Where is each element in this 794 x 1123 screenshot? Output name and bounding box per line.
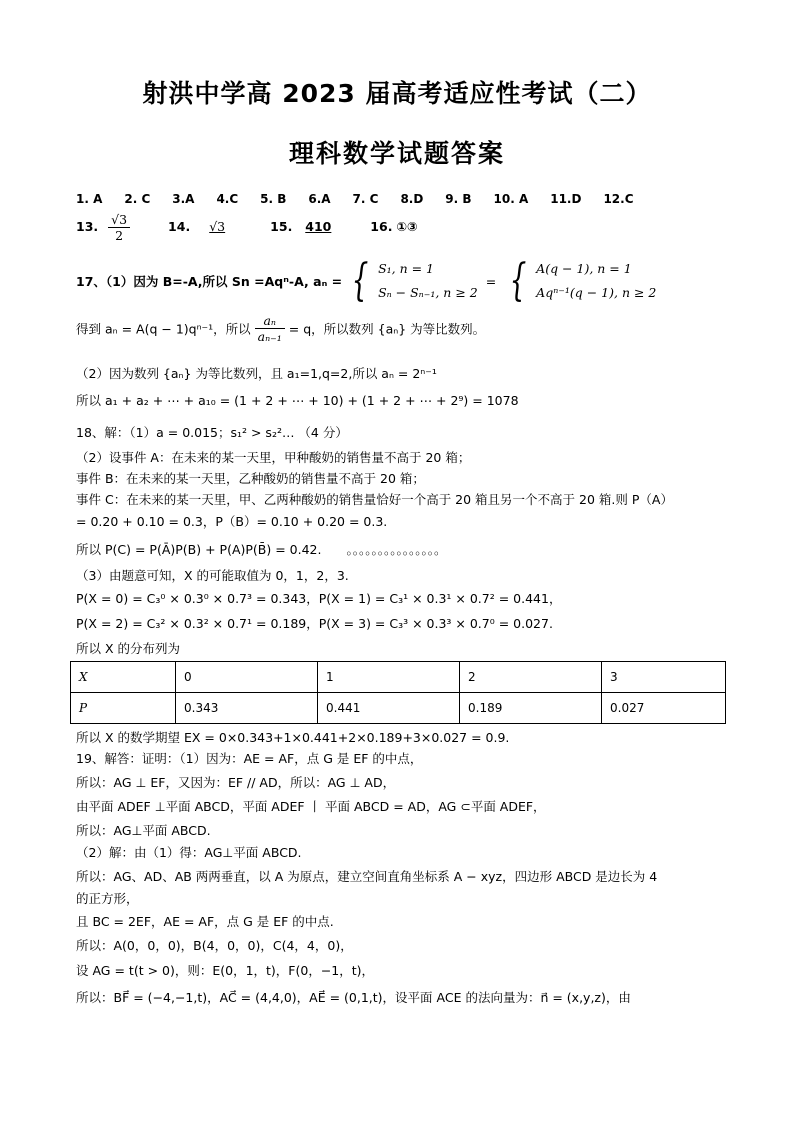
q19-line2: 所以：AG ⊥ EF，又因为：EF // AD，所以：AG ⊥ AD，: [76, 775, 396, 790]
choice-answer: 7. C: [352, 192, 379, 206]
q17-ratio-num: aₙ: [255, 313, 285, 329]
table-row: [71, 662, 726, 693]
choice-answer: 5. B: [260, 192, 287, 206]
choice-answer: 2. C: [124, 192, 151, 206]
q17-intro: 17、（1）因为 B=-A,所以 Sn =Aqⁿ-A, aₙ =: [76, 274, 343, 289]
q18-line8: P(X = 0) = C₃⁰ × 0.3⁰ × 0.7³ = 0.343，P(X = 1) = C₃¹ × 0.3¹ × 0.7² = 0.441，: [76, 591, 562, 606]
table-cell: P: [71, 693, 176, 724]
q17-line3: （2）因为数列 {aₙ} 为等比数列，且 a₁=1,q=2,所以 aₙ = 2ⁿ⁻¹: [76, 366, 437, 381]
choice-answer: 10. A: [493, 192, 529, 206]
q15-label: 15.: [270, 219, 293, 234]
choice-answer: 12.C: [603, 192, 634, 206]
choice-answer: 9. B: [445, 192, 472, 206]
q17-case: Sₙ − Sₙ₋₁, n ≥ 2: [378, 285, 478, 300]
q13-label: 13.: [76, 219, 99, 234]
q14-label: 14.: [168, 219, 191, 234]
q16-label: 16.: [370, 219, 393, 234]
choice-answer: 6.A: [308, 192, 331, 206]
q17-ratio-den: aₙ₋₁: [257, 329, 282, 344]
q18-line2: （2）设事件 A：在未来的某一天里，甲种酸奶的销售量不高于 20 箱；: [76, 450, 471, 465]
q17-line2: [76, 313, 485, 344]
q17-case: S₁, n = 1: [378, 261, 435, 276]
q17-line4: 所以 a₁ + a₂ + ⋯ + a₁₀ = (1 + 2 + ⋯ + 10) + (1 + 2 + ⋯ + 2⁹) = 1078: [76, 393, 519, 408]
exam-subtitle: 理科数学试题答案: [288, 139, 505, 168]
q17-case: Aqⁿ⁻¹(q − 1), n ≥ 2: [536, 285, 657, 300]
choice-answer: 8.D: [400, 192, 424, 206]
q18-line1: 18、解：（1）a = 0.015；s₁² > s₂²… （4 分）: [76, 425, 348, 440]
q18-line3: 事件 B：在未来的某一天里，乙种酸奶的销售量不高于 20 箱；: [76, 471, 425, 486]
q19-line9: 所以：A(0，0，0)，B(4，0，0)，C(4，4，0)，: [76, 938, 353, 953]
q18-line10: 所以 X 的分布列为: [76, 641, 181, 656]
q13-numerator: √3: [108, 212, 130, 228]
q18-line6: 所以 P(C) = P(Ā)P(B) + P(A)P(B̄) = 0.42. 。。。。。。。。。。。。。。。: [76, 542, 447, 557]
q19-line3: 由平面 ADEF ⊥平面 ABCD，平面 ADEF 丨 平面 ABCD = AD，AG ⊂平面 ADEF，: [76, 799, 546, 814]
q17-line2-pre: 得到 aₙ = A(q − 1)qⁿ⁻¹，所以: [76, 321, 251, 337]
distribution-table: [70, 661, 726, 724]
q19-line4: 所以：AG⊥平面 ABCD.: [76, 823, 211, 838]
q18-line5: = 0.20 + 0.10 = 0.3，P（B）= 0.10 + 0.20 = 0.3.: [76, 514, 388, 529]
fill-answers-row: [76, 212, 418, 243]
q19-line11: 所以：BF⃗ = (−4,−1,t)，AC⃗ = (4,4,0)，AE⃗ = (0,1,t)，设平面 ACE 的法向量为：n⃗ = (x,y,z)，由: [76, 990, 631, 1005]
q18-line7: （3）由题意可知，X 的可能取值为 0，1，2，3.: [76, 568, 349, 583]
q13-denominator: 2: [115, 228, 124, 243]
choice-answer: 3.A: [172, 192, 195, 206]
q15-answer: 410: [305, 219, 332, 234]
q19-line6: 所以：AG、AD、AB 两两垂直，以 A 为原点，建立空间直角坐标系 A − xyz，四边形 ABCD 是边长为 4: [76, 869, 658, 884]
q17-case: A(q − 1), n = 1: [536, 261, 632, 276]
q18-line11: 所以 X 的数学期望 EX = 0×0.343+1×0.441+2×0.189+3×0.027 = 0.9.: [76, 730, 510, 745]
brace-icon: {: [509, 255, 527, 306]
q13-fraction: [108, 212, 130, 243]
choice-answer: 4.C: [216, 192, 239, 206]
q14-answer: √3: [209, 219, 226, 234]
q17-piecewise-2: [504, 257, 656, 305]
table-cell: 0.189: [460, 693, 602, 724]
brace-icon: {: [351, 255, 369, 306]
exam-title: 射洪中学高 2023 届高考适应性考试（二）: [142, 79, 652, 108]
q19-line10: 设 AG = t(t > 0)，则：E(0，1，t)，F(0，−1，t)，: [76, 963, 375, 978]
q17-equals: =: [485, 273, 497, 289]
q18-line9: P(X = 2) = C₃² × 0.3² × 0.7¹ = 0.189，P(X = 3) = C₃³ × 0.3³ × 0.7⁰ = 0.027.: [76, 616, 553, 631]
choice-answers-row: [76, 191, 652, 206]
q17-part1: [76, 257, 656, 305]
table-row: [71, 693, 726, 724]
table-cell: 0.441: [318, 693, 460, 724]
q17-ratio-fraction: [255, 313, 285, 344]
q19-line5: （2）解：由（1）得：AG⊥平面 ABCD.: [76, 845, 302, 860]
q17-piecewise-1: [346, 257, 478, 305]
q16-answer: ①③: [396, 219, 418, 234]
table-cell: 3: [602, 662, 726, 693]
q19-line8: 且 BC = 2EF，AE = AF，点 G 是 EF 的中点.: [76, 914, 334, 929]
table-cell: 1: [318, 662, 460, 693]
q19-line1: 19、解答：证明：（1）因为：AE = AF，点 G 是 EF 的中点，: [76, 751, 423, 766]
table-cell: 0: [176, 662, 318, 693]
table-cell: 0.343: [176, 693, 318, 724]
q18-line4: 事件 C：在未来的某一天里，甲、乙两种酸奶的销售量恰好一个高于 20 箱且另一个不高于 20 箱.则 P（A）: [76, 492, 673, 507]
q19-line7: 的正方形，: [76, 891, 139, 906]
choice-answer: 1. A: [76, 192, 103, 206]
table-cell: 0.027: [602, 693, 726, 724]
choice-answer: 11.D: [550, 192, 582, 206]
q17-line2-post: = q，所以数列 {aₙ} 为等比数列。: [288, 321, 486, 337]
table-cell: X: [71, 662, 176, 693]
table-cell: 2: [460, 662, 602, 693]
